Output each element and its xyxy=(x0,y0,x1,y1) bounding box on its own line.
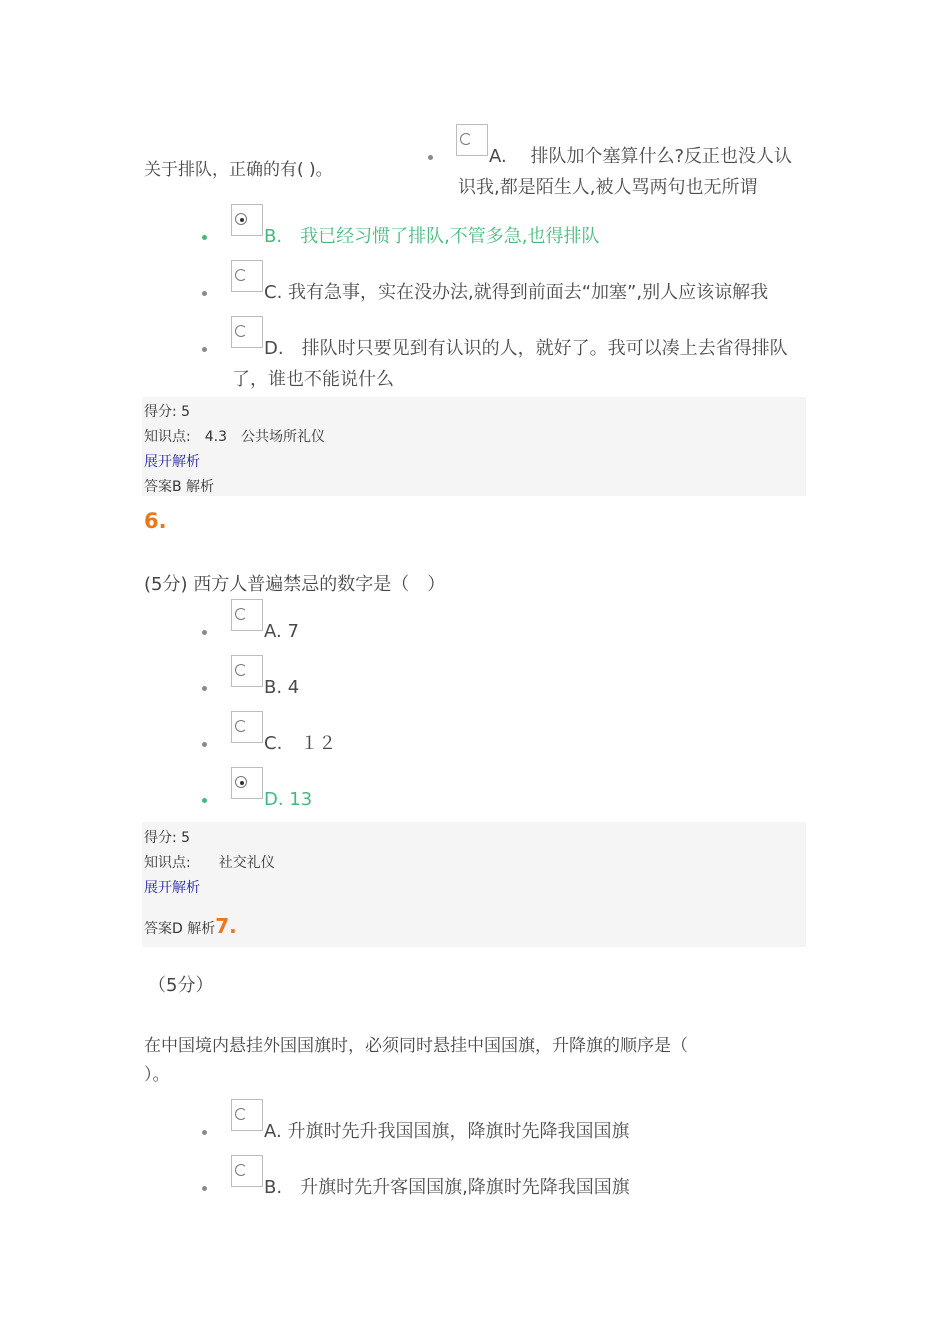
q7-points: （5分） xyxy=(148,975,214,996)
q5-option-a-label-cont: 识我,都是陌生人,被人骂两句也无所谓 xyxy=(458,177,758,198)
q5-option-c-label: C. 我有急事，实在没办法,就得到前面去“加塞”,别人应该谅解我 xyxy=(264,282,769,303)
q6-stem: (5分) 西方人普遍禁忌的数字是（ ） xyxy=(144,574,446,595)
q6-option-a-label: A. 7 xyxy=(264,621,299,642)
bullet-icon xyxy=(202,347,207,352)
q7-number: 7. xyxy=(215,914,237,938)
q5-option-d-label: D. 排队时只要见到有认识的人，就好了。我可以凑上去省得排队 xyxy=(264,338,788,359)
bullet-icon xyxy=(202,1186,207,1191)
bullet-icon xyxy=(202,630,207,635)
q7-option-a-label: A. 升旗时先升我国国旗，降旗时先降我国国旗 xyxy=(264,1121,630,1142)
q6-option-c-label: C. １２ xyxy=(264,733,337,754)
q6-knowledge-point: 知识点: 社交礼仪 xyxy=(144,855,275,871)
q5-knowledge-point: 知识点: 4.3 公共场所礼仪 xyxy=(144,429,325,445)
q6-answer xyxy=(144,914,237,938)
q7-stem-cont: ）。 xyxy=(144,1065,170,1085)
q6-result-panel xyxy=(142,822,806,947)
q6-option-b-label: B. 4 xyxy=(264,677,300,698)
bullet-icon xyxy=(428,155,433,160)
q5-option-d-label-cont: 了，谁也不能说什么 xyxy=(232,369,394,390)
q5-score: 得分: 5 xyxy=(144,404,191,420)
bullet-icon xyxy=(202,1130,207,1135)
radio-icon[interactable] xyxy=(231,711,263,743)
q6-option-d-label: D. 13 xyxy=(264,789,313,810)
bullet-icon xyxy=(202,235,207,240)
radio-icon[interactable] xyxy=(456,124,488,156)
q5-option-b-label: B. 我已经习惯了排队,不管多急,也得排队 xyxy=(264,226,600,247)
q5-answer: 答案B 解析 xyxy=(144,479,215,495)
q6-score: 得分: 5 xyxy=(144,830,191,846)
q5-option-a-label: A. 排队加个塞算什么?反正也没人认 xyxy=(489,146,792,167)
radio-icon[interactable] xyxy=(231,1099,263,1131)
q5-stem: 关于排队，正确的有( )。 xyxy=(144,160,333,180)
q6-expand-analysis-link[interactable]: 展开解析 xyxy=(144,880,200,896)
radio-icon[interactable] xyxy=(231,260,263,292)
radio-checked-icon[interactable] xyxy=(231,767,263,799)
radio-icon[interactable] xyxy=(231,1155,263,1187)
bullet-icon xyxy=(202,742,207,747)
bullet-icon xyxy=(202,291,207,296)
q6-number: 6. xyxy=(144,509,167,533)
q7-stem: 在中国境内悬挂外国国旗时，必须同时悬挂中国国旗，升降旗的顺序是（ xyxy=(144,1036,688,1056)
q5-expand-analysis-link[interactable]: 展开解析 xyxy=(144,454,200,470)
q7-option-b-label: B. 升旗时先升客国国旗,降旗时先降我国国旗 xyxy=(264,1177,630,1198)
bullet-icon xyxy=(202,686,207,691)
radio-icon[interactable] xyxy=(231,655,263,687)
q6-answer-text: 答案D 解析 xyxy=(144,921,216,937)
q5-result-panel xyxy=(142,397,806,496)
radio-checked-icon[interactable] xyxy=(231,204,263,236)
radio-icon[interactable] xyxy=(231,316,263,348)
bullet-icon xyxy=(202,798,207,803)
radio-icon[interactable] xyxy=(231,599,263,631)
